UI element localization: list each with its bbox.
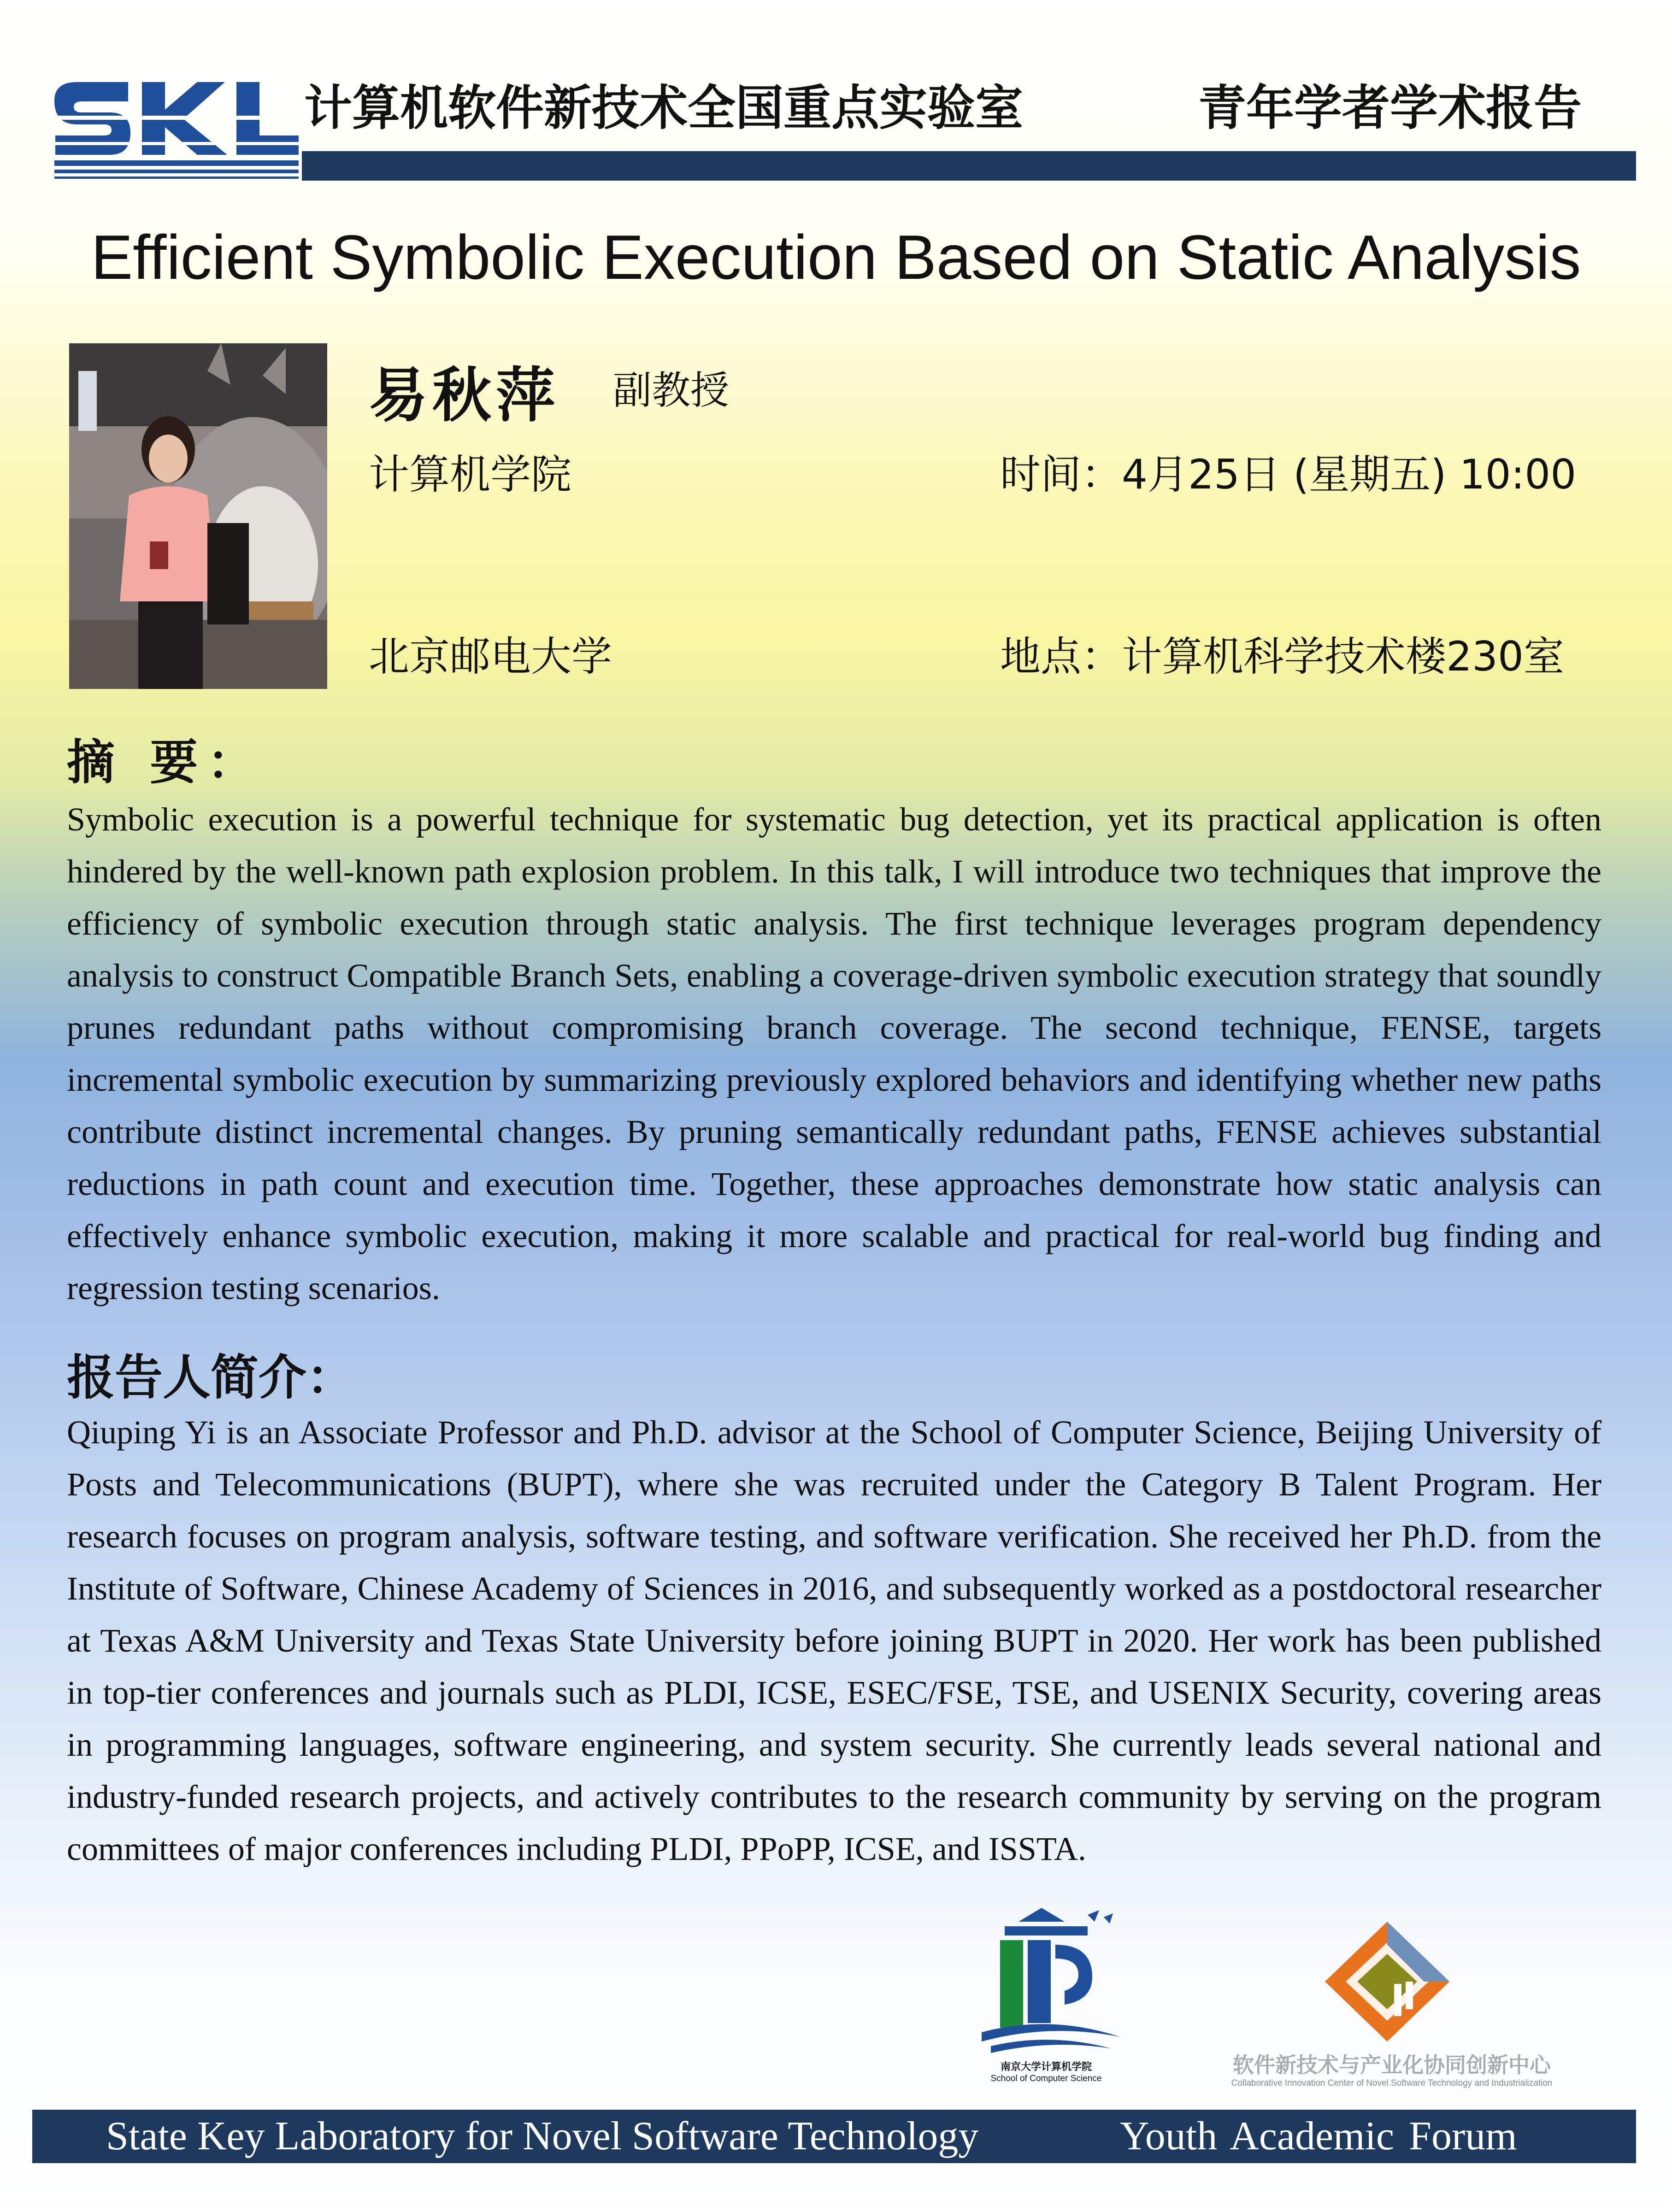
speaker-photo xyxy=(69,343,327,689)
speaker-name: 易秋萍 xyxy=(369,361,560,430)
nju-cs-name-cn: 南京大学计算机学院 xyxy=(1000,2061,1092,2073)
speaker-school: 计算机学院 xyxy=(369,451,572,498)
innovation-center-name-en: Collaborative Innovation Center of Novel Software Technology and Industrialization xyxy=(1231,2078,1553,2088)
skl-logo xyxy=(50,73,303,183)
talk-time: 时间：4月25日 (星期五) 10:00 xyxy=(1000,451,1577,498)
bio-heading: 报告人简介： xyxy=(67,1349,355,1406)
footer-forum-name: Youth Academic Forum xyxy=(1120,2114,1517,2159)
innovation-center-name-cn: 软件新技术与产业化协同创新中心 xyxy=(1233,2053,1551,2077)
talk-title: Efficient Symbolic Execution Based on Static Analysis xyxy=(91,222,1581,292)
nju-cs-name-en: School of Computer Science xyxy=(990,2074,1102,2083)
footer-lab-name: State Key Laboratory for Novel Software Technology xyxy=(106,2114,979,2159)
header-divider-bar xyxy=(302,151,1636,181)
abstract-text: Symbolic execution is a powerful technique for systematic bug detection, yet its practical application is often hindered by the well-known path explosion problem. In this talk, I will introduce two techniques that improve the efficiency of symbolic execution through static analysis. The first technique leverages program dependency analysis to construct Compatible Branch Sets, enabling a coverage-driven symbolic execution strategy that soundly prunes redundant paths without compromising branch coverage. The second technique, FENSE, targets incremental symbolic execution by summarizing previously explored behaviors and identifying whether new paths contribute distinct incremental changes. By pruning semantically redundant paths, FENSE achieves substantial reductions in path count and execution time. Together, these approaches demonstrate how static analysis can effectively enhance symbolic execution, making it more scalable and practical for real-world bug finding and regression testing scenarios. xyxy=(67,801,1601,1306)
innovation-center-logo xyxy=(1318,1917,1456,2055)
speaker-rank: 副教授 xyxy=(613,368,730,413)
bio-text: Qiuping Yi is an Associate Professor and Ph.D. advisor at the School of Computer Science, Beijing University of Posts and Telecommunications (BUPT), where she was recruited under the Category B Talent Program. Her research focuses on program analysis, software testing, and software verification. She received her Ph.D. from the Institute of Software, Chinese Academy of Sciences in 2016, and subsequently worked as a postdoctoral researcher at Texas A&M University and Texas State University before joining BUPT in 2020. Her work has been published in top-tier conferences and journals such as PLDI, ICSE, ESEC/FSE, TSE, and USENIX Security, covering areas in programming languages, software engineering, and system security. She currently leads several national and industry-funded research projects, and actively contributes to the research community by serving on the program committees of major conferences including PLDI, PPoPP, ICSE, and ISSTA. xyxy=(67,1414,1601,1867)
speaker-university: 北京邮电大学 xyxy=(369,633,612,680)
forum-name: 青年学者学术报告 xyxy=(1198,80,1582,136)
talk-place: 地点：计算机科学技术楼230室 xyxy=(1000,633,1564,680)
abstract-heading: 摘 要： xyxy=(67,734,265,790)
lab-name: 计算机软件新技术全国重点实验室 xyxy=(304,80,1024,136)
nju-cs-logo xyxy=(972,1908,1129,2083)
